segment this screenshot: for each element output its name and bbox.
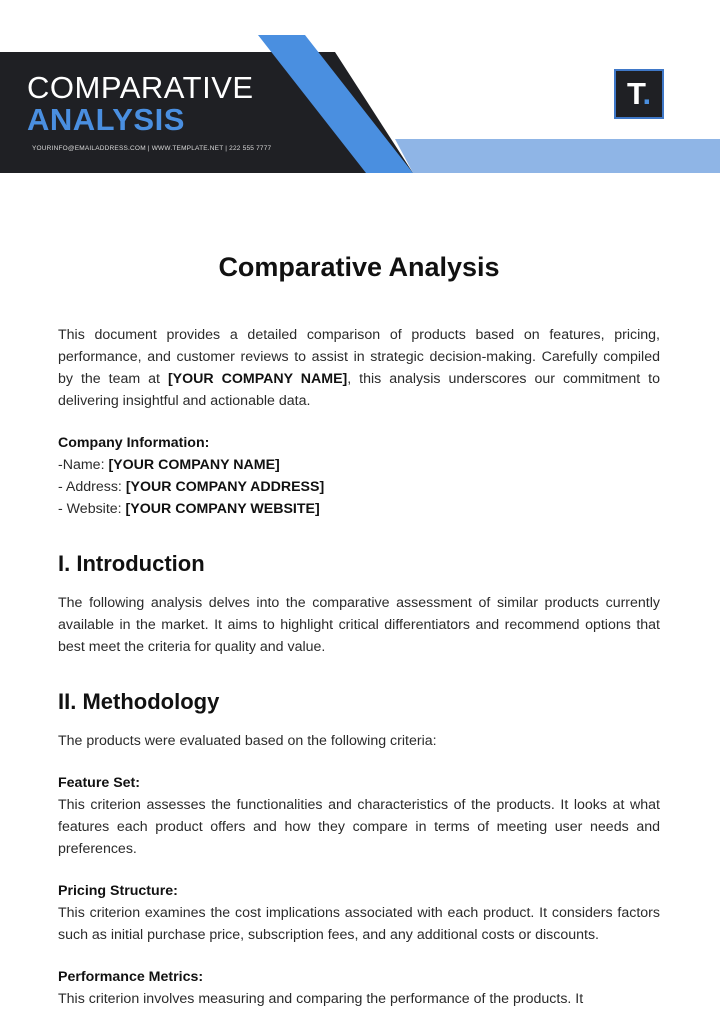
company-name-label: -Name: — [58, 457, 109, 473]
criterion-text: This criterion examines the cost implications associated with each product. It considers factors such as initial purchase price, subscription fees, and any additional costs or discounts. — [58, 905, 660, 943]
criterion-feature-set — [58, 772, 660, 860]
header-contact: YOURINFO@EMAILADDRESS.COM | WWW.TEMPLATE.NET | 222 555 7777 — [32, 145, 272, 152]
methodology-lead: The products were evaluated based on the following criteria: — [58, 733, 437, 749]
company-address-label: - Address: — [58, 479, 126, 495]
intro-text-2: , this analysis underscores our commitment to delivering insightful and actionable data. — [58, 371, 660, 409]
section-heading-methodology: II. Methodology — [58, 689, 220, 714]
company-info-name — [58, 454, 660, 476]
logo-letter: T — [626, 76, 643, 111]
company-info-address — [58, 476, 660, 498]
criterion-text: This criterion assesses the functionalities and characteristics of the products. It looks at what features each product offers and how they compare in terms of meeting user needs and preferences. — [58, 797, 660, 857]
intro-paragraph — [58, 324, 660, 412]
introduction-paragraph: The following analysis delves into the comparative assessment of similar products currently available in the market. It aims to highlight critical differentiators and recommend options that best meet the criteria for quality and value. — [58, 595, 660, 655]
header-title: COMPARATIVE — [27, 70, 254, 105]
document-header — [0, 0, 720, 180]
criterion-title: Feature Set: — [58, 775, 140, 791]
criterion-pricing-structure — [58, 880, 660, 946]
company-address-value: [YOUR COMPANY ADDRESS] — [125, 479, 325, 495]
criterion-title: Performance Metrics: — [58, 969, 204, 985]
criterion-performance-metrics — [58, 966, 660, 1010]
company-website-label: - Website: — [58, 501, 126, 517]
company-info-website — [58, 498, 660, 520]
section-heading-introduction: I. Introduction — [58, 551, 205, 576]
company-info-heading: Company Information: — [58, 435, 210, 451]
company-info — [58, 432, 660, 520]
document-body — [58, 250, 660, 1030]
intro-company-name: [YOUR COMPANY NAME] — [167, 371, 348, 387]
company-name-value: [YOUR COMPANY NAME] — [108, 457, 280, 473]
criterion-text: This criterion involves measuring and comparing the performance of the products. It — [58, 991, 584, 1007]
criterion-title: Pricing Structure: — [58, 883, 178, 899]
logo-dot: . — [642, 76, 652, 111]
intro-text-1: This document provides a detailed comparison of products based on features, pricing, performance, and customer reviews to assist in strategic decision-making. Carefully compiled by the team at — [58, 327, 660, 387]
header-subtitle: ANALYSIS — [27, 102, 185, 137]
company-logo — [614, 69, 664, 119]
document-title: Comparative Analysis — [218, 252, 500, 282]
company-website-value: [YOUR COMPANY WEBSITE] — [125, 501, 320, 517]
